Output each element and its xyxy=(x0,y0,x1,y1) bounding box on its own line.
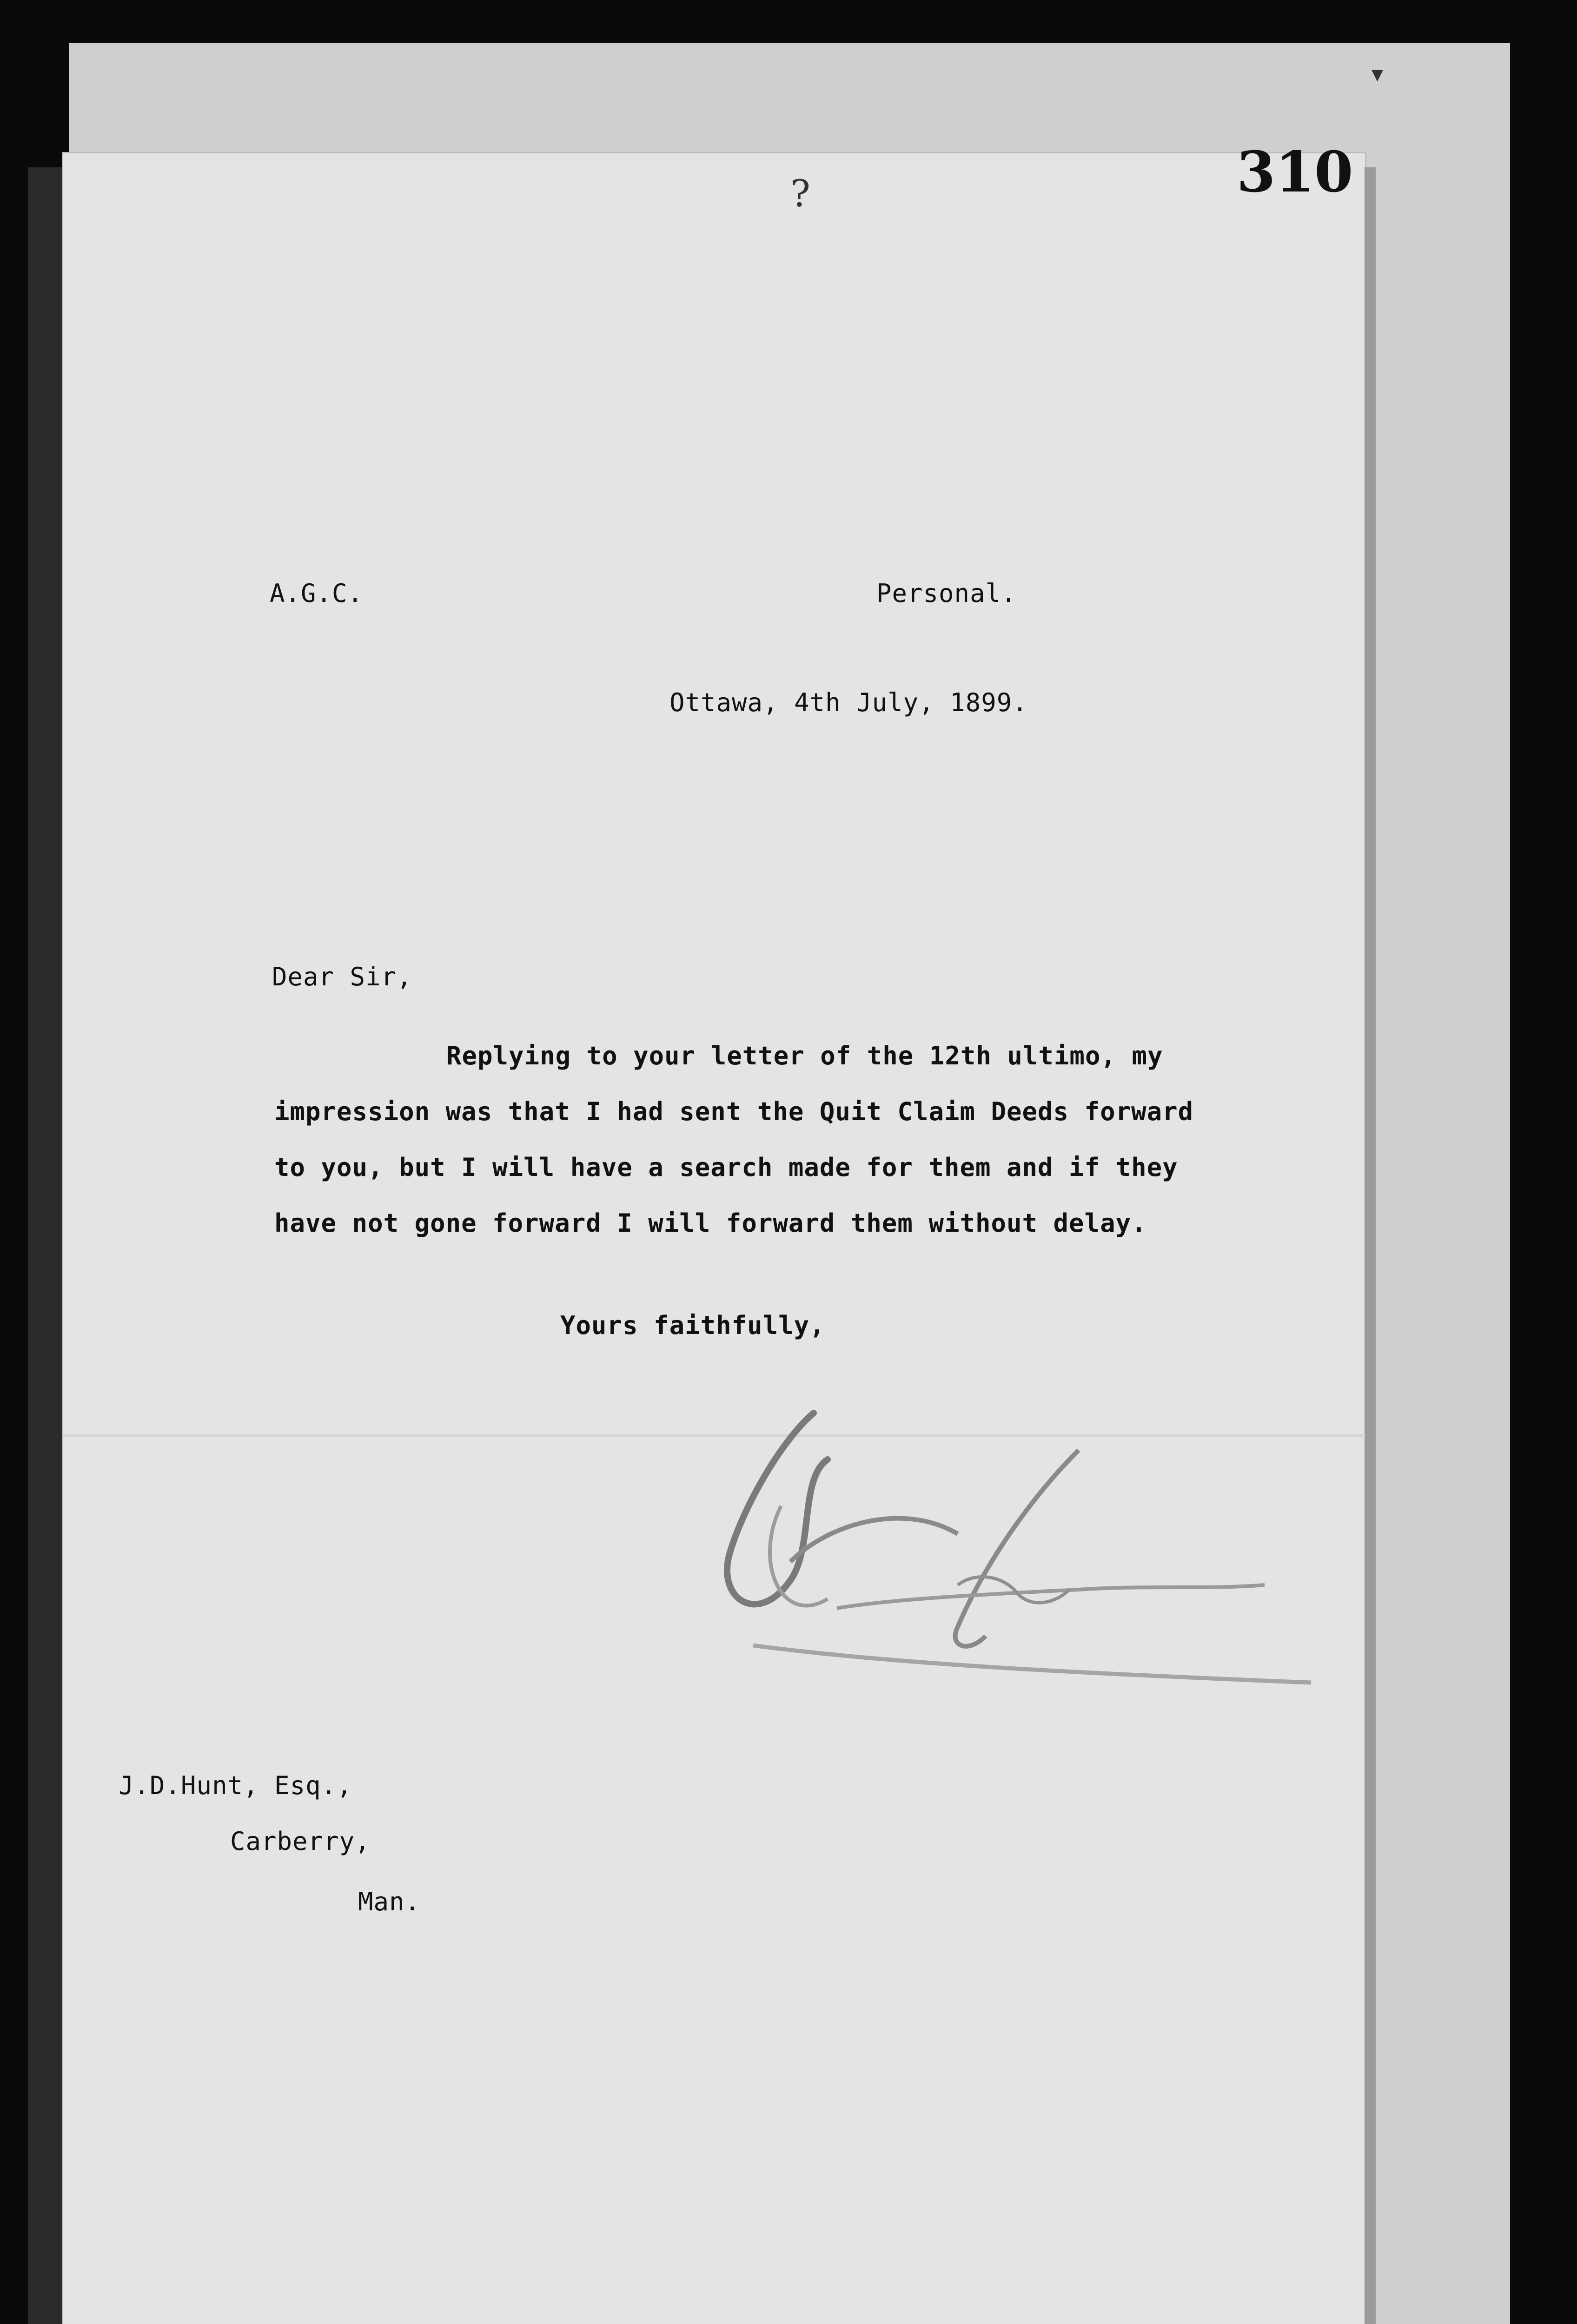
page-number: 310 xyxy=(1237,139,1353,205)
body-line-3: to you, but I will have a search made for them and if they xyxy=(274,1153,1178,1182)
dateline: Ottawa, 4th July, 1899. xyxy=(669,688,1028,717)
personal-marking: Personal. xyxy=(876,579,1017,608)
signature xyxy=(660,1385,1339,1710)
body-line-4: have not gone forward I will forward them without delay. xyxy=(274,1208,1147,1238)
salutation: Dear Sir, xyxy=(272,962,412,991)
letter-sheet xyxy=(63,153,1365,2324)
addressee-province: Man. xyxy=(358,1887,421,1916)
sheet-shadow xyxy=(1365,167,1376,2324)
corner-mark: ▾ xyxy=(1372,60,1384,87)
body-line-2: impression was that I had sent the Quit Claim Deeds forward xyxy=(274,1097,1194,1126)
reference-code: A.G.C. xyxy=(270,579,364,608)
closing: Yours faithfully, xyxy=(560,1311,825,1340)
addressee-city: Carberry, xyxy=(230,1827,371,1856)
body-line-1: Replying to your letter of the 12th ultimo, my xyxy=(446,1041,1163,1070)
pencil-mark: ? xyxy=(790,172,810,215)
addressee-name: J.D.Hunt, Esq., xyxy=(119,1771,352,1800)
